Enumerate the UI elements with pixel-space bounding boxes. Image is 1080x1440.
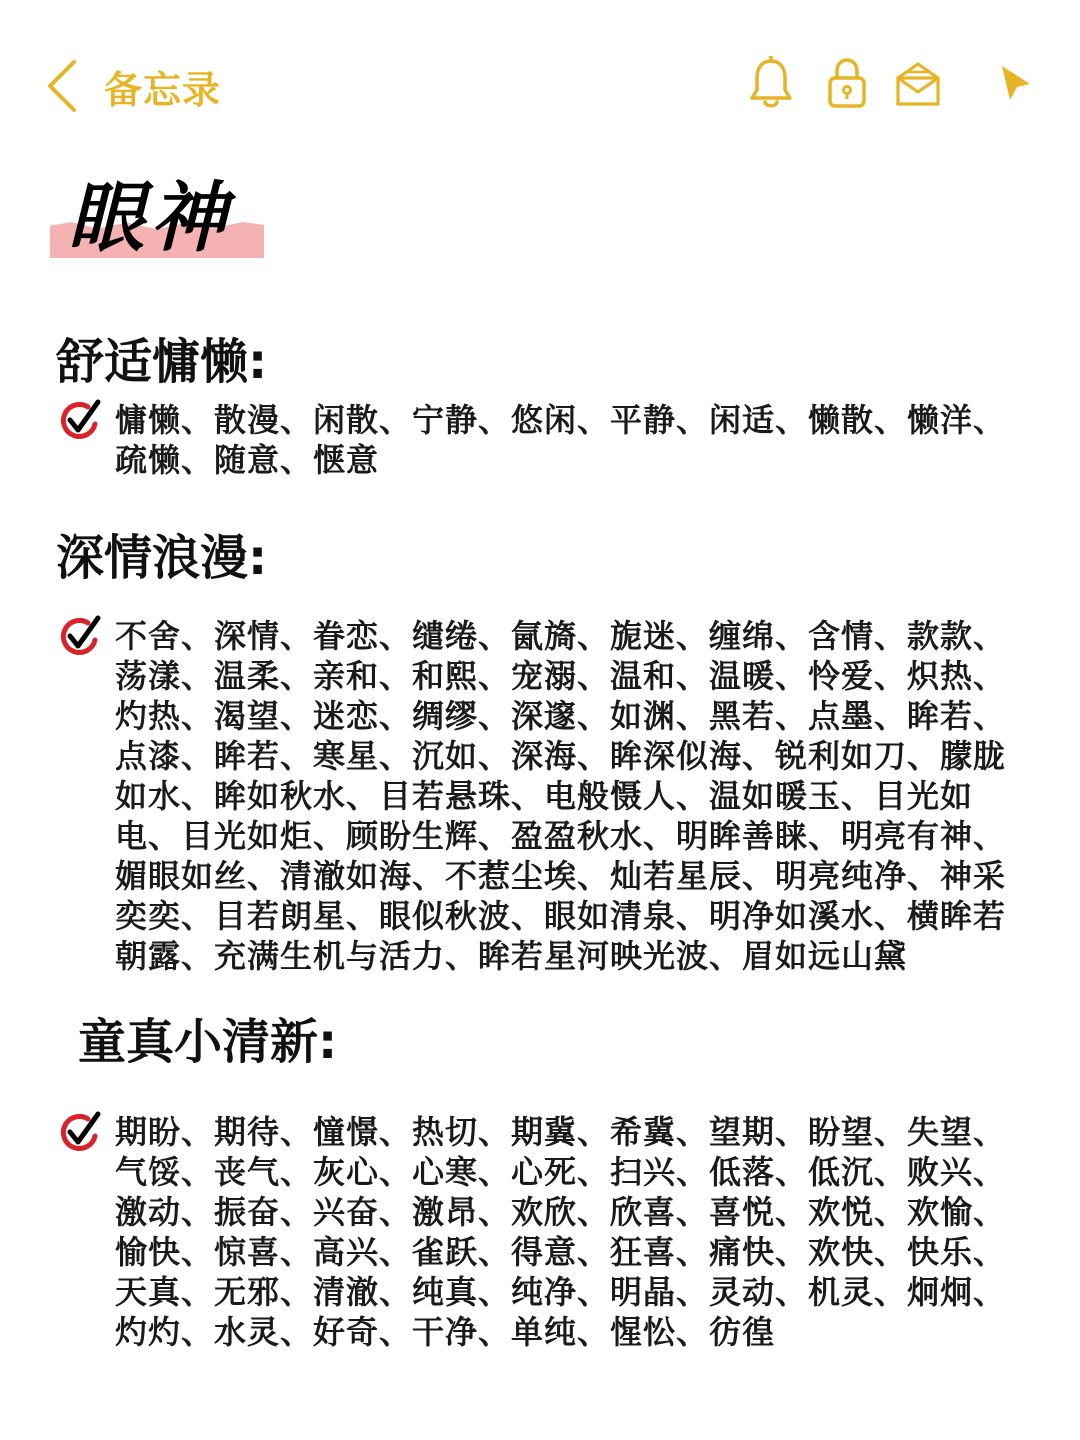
check-circle-icon	[58, 614, 102, 658]
share-mail-button[interactable]	[894, 56, 948, 110]
section-heading-romantic: 深情浪漫:	[56, 530, 268, 586]
bell-icon	[748, 56, 794, 110]
pointer-icon	[996, 56, 1036, 110]
word-list-comfy: 慵懒、散漫、闲散、宁静、悠闲、平静、闲适、懒散、懒洋、疏懒、随意、惬意	[115, 401, 1007, 479]
lock-button[interactable]	[824, 56, 878, 110]
check-mark	[58, 614, 102, 658]
mail-icon	[894, 56, 942, 110]
section-heading-innocent: 童真小清新:	[78, 1014, 338, 1070]
back-label: 备忘录	[104, 67, 222, 112]
check-circle-icon	[58, 398, 102, 442]
check-circle-icon	[58, 1110, 102, 1154]
back-button[interactable]	[44, 56, 221, 116]
word-list-innocent: 期盼、期待、憧憬、热切、期冀、希冀、望期、盼望、失望、气馁、丧气、灰心、心寒、心死、扫兴、低落、低沉、败兴、激动、振奋、兴奋、激昂、欢欣、欣喜、喜悦、欢悦、欢愉、愉快、惊喜、高兴、雀跃、得意、狂喜、痛快、欢快、快乐、天真、无邪、清澈、纯真、纯净、明晶、灵动、机灵、炯炯、灼灼、水灵、好奇、干净、单纯、惺忪、彷徨	[115, 1113, 1007, 1351]
reminder-button[interactable]	[748, 56, 802, 110]
chevron-left-icon	[44, 58, 78, 114]
send-button[interactable]	[996, 56, 1050, 110]
check-mark	[58, 398, 102, 442]
page-title: 眼神	[68, 173, 232, 262]
check-mark	[58, 1110, 102, 1154]
word-list-romantic: 不舍、深情、眷恋、缱绻、氤旖、旎迷、缠绵、含情、款款、荡漾、温柔、亲和、和熙、宠溺、温和、温暖、怜爱、炽热、灼热、渴望、迷恋、绸缪、深邃、如渊、黑若、点墨、眸若、点漆、眸若、寒星、沉如、深海、眸深似海、锐利如刀、朦胧如水、眸如秋水、目若悬珠、电般慑人、温如暖玉、目光如电、目光如炬、顾盼生辉、盈盈秋水、明眸善睐、明亮有神、媚眼如丝、清澈如海、不惹尘埃、灿若星辰、明亮纯净、神采奕奕、目若朗星、眼似秋波、眼如清泉、明净如溪水、横眸若朝露、充满生机与活力、眸若星河映光波、眉如远山黛	[115, 617, 1007, 975]
top-bar	[0, 0, 1080, 150]
title-block	[50, 168, 290, 268]
section-heading-comfy: 舒适慵懒:	[56, 334, 268, 390]
lock-icon	[824, 56, 870, 110]
